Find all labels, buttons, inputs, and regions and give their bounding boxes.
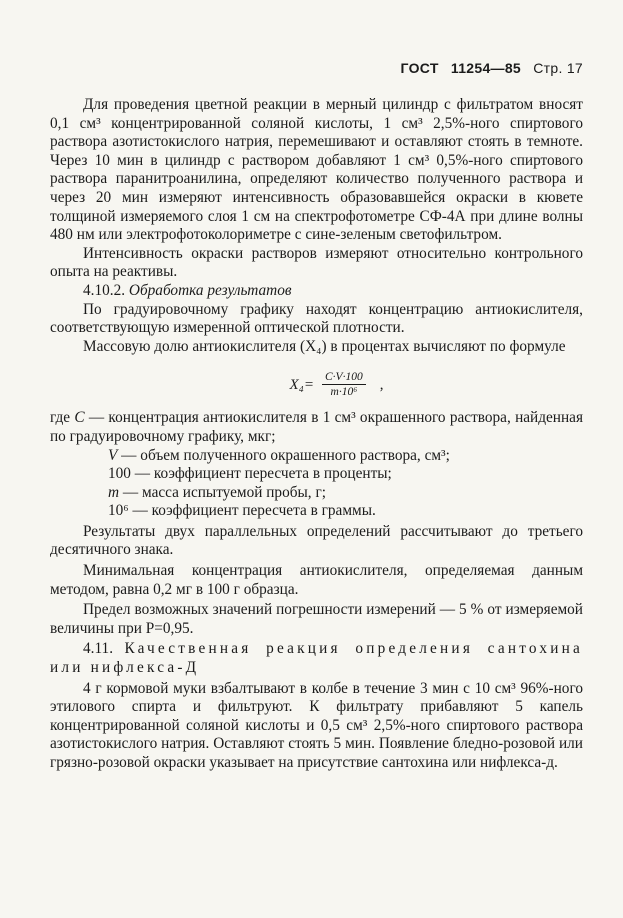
paragraph-error-limit: Предел возможных значений погрешности измерений — 5 % от измеряемой величины при P=0,95. (50, 601, 583, 637)
standard-number: 11254—85 (450, 60, 522, 76)
def-text-c: — концентрация антиокислителя в 1 см³ окрашенного раствора, найденная по градуировочному графику, мкг; (50, 409, 583, 445)
def-symbol-10-6: 10⁶ (108, 502, 129, 520)
paragraph-mass-fraction: Массовую долю антиокислителя (X₄) в процентах вычисляют по формуле (83, 337, 566, 355)
page-header (401, 60, 583, 76)
def-line-m (50, 484, 583, 503)
def-line-10-6 (50, 502, 583, 521)
page-number: Стр. 17 (533, 60, 583, 76)
def-text-10-6: — коэффициент пересчета в граммы. (128, 502, 376, 520)
def-symbol-c: C (74, 409, 85, 427)
def-symbol-100: 100 (108, 465, 131, 483)
where-prefix: где (50, 409, 71, 427)
section-heading-4-10-2 (50, 282, 583, 301)
paragraph-color-reaction: Для проведения цветной реакции в мерный цилиндр с фильтратом вносят 0,1 см³ концентрированной соляной кислоты, 1 см³ 2,5%-ного спиртового раствора азотистокислого натрия, перемешивают и оставляют стоять в темноте. Через 10 мин в цилиндр с раствором добавляют 1 см³ 0,5%-ного спиртового раствора паранитроанилина, определяют количество полученного раствора и через 20 мин измеряют интенсивность образовавшейся окраски в кювете толщиной измеряемого слоя 1 см на спектрофотометре СФ-4А при длине волны 480 нм или электрофотоколориметре с сине-зеленым светофильтром. (50, 96, 583, 244)
paragraph-intensity: Интенсивность окраски растворов измеряют относительно контрольного опыта на реактивы. (50, 244, 583, 281)
def-text-m: — масса испытуемой пробы, г; (119, 483, 326, 501)
def-symbol-v: V (108, 446, 118, 464)
def-text-v: — объем полученного окрашенного раствора, см³; (117, 446, 450, 464)
formula-fraction (322, 370, 366, 399)
def-symbol-m: m (108, 483, 120, 501)
section-title-4-11: Качественная реакция определения сантохина или нифлекса-Д (50, 640, 583, 677)
def-text-100: — коэффициент пересчета в проценты; (130, 465, 392, 483)
section-heading-4-11 (50, 640, 583, 677)
paragraph-parallel-results: Результаты двух параллельных определений рассчитывают до третьего десятичного знака. (50, 522, 583, 559)
paragraph-min-concentration: Минимальная концентрация антиокислителя, определяемая данным методом, равна 0,2 мг в 100 г образца. (50, 562, 583, 598)
formula-comma: , (379, 376, 384, 393)
paragraph-calibration: По градуировочному графику находят концентрацию антиокислителя, соответствующую измеренной оптической плотности. (50, 300, 583, 337)
formula-lhs: X₄= (289, 376, 315, 393)
section-number: 4.10.2. (83, 281, 126, 299)
standard-label: ГОСТ (400, 60, 439, 76)
section-number-4-11: 4.11. (83, 640, 114, 658)
document-body (50, 96, 583, 773)
def-line-v (50, 447, 583, 466)
where-definition (50, 409, 583, 446)
def-line-100 (50, 465, 583, 484)
paragraph-qualitative-procedure: 4 г кормовой муки взбалтывают в колбе в течение 3 мин с 10 см³ 96%-ного этилового спирта и фильтруют. К фильтрату прибавляют 5 капель концентрированной соляной кислоты и 0,5 см³ 2,5%-ного спиртового раствора азотистокислого натрия. Оставляют стоять 5 мин. Появление бледно-розовой или грязно-розовой окраски указывает на присутствие сантохина или нифлекса-д. (50, 679, 583, 771)
formula (90, 370, 583, 399)
formula-denominator: m·10⁶ (330, 386, 358, 399)
formula-numerator: C·V·100 (322, 370, 366, 385)
section-title: Обработка результатов (128, 281, 292, 299)
